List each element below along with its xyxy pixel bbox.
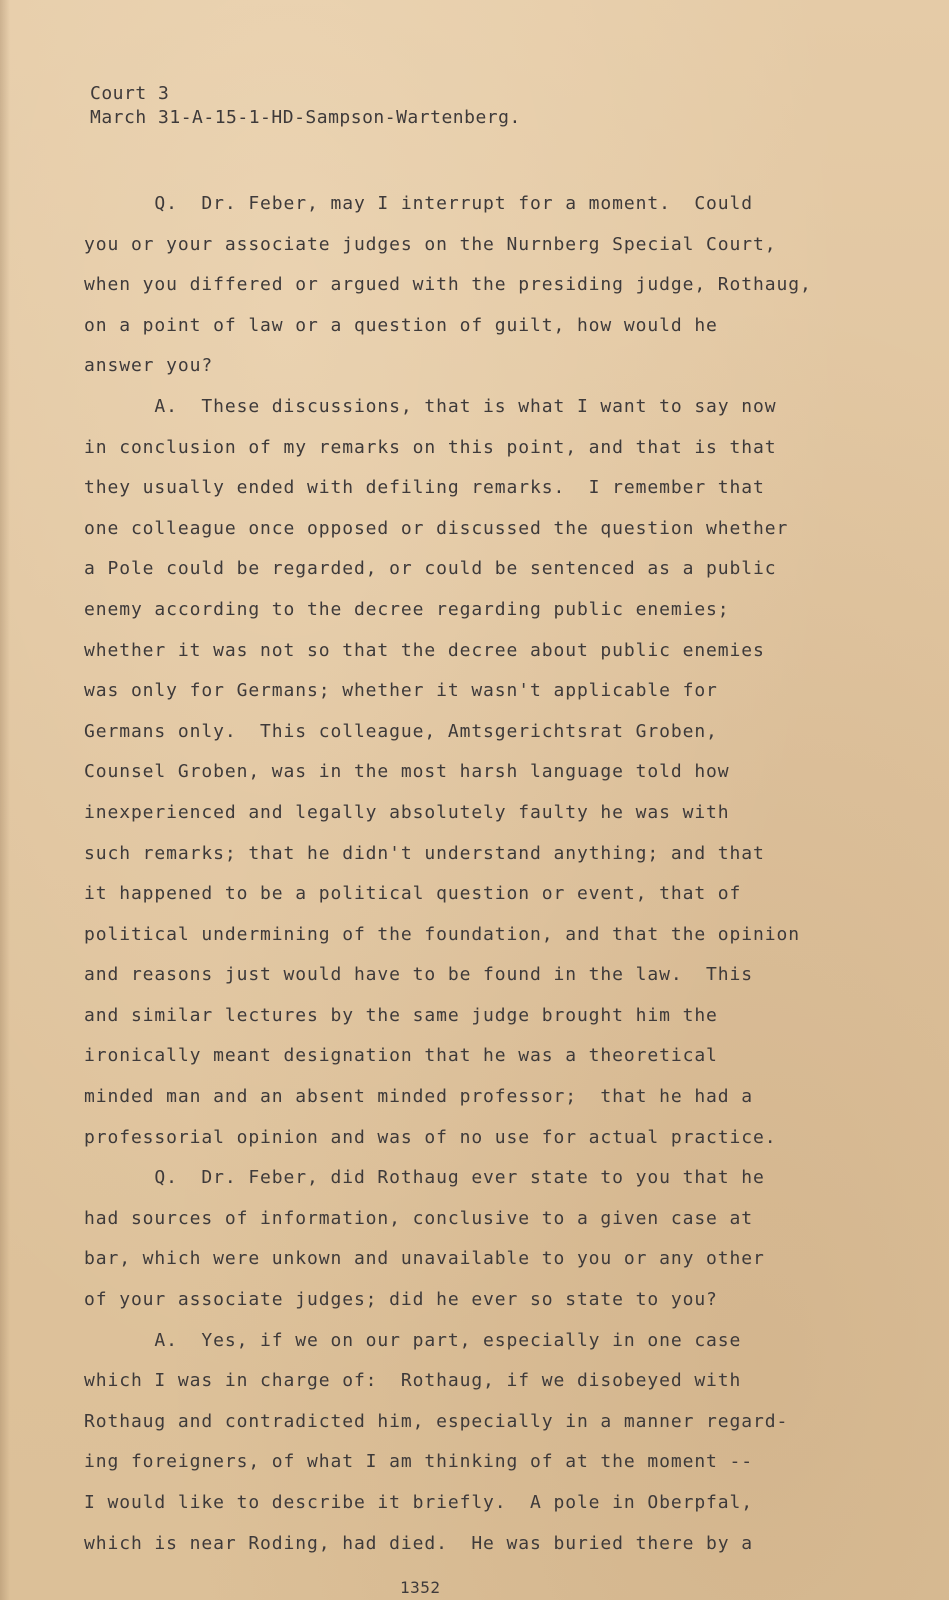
transcript-line: on a point of law or a question of guilt, how would he (84, 314, 718, 336)
transcript-line: and reasons just would have to be found in the law. This (84, 964, 754, 986)
transcript-line: which is near Roding, had died. He was buried there by a (84, 1532, 754, 1554)
transcript-line: political undermining of the foundation, and that the opinion (84, 923, 800, 945)
transcript-line: inexperienced and legally absolutely faulty he was with (84, 801, 730, 823)
transcript-line: in conclusion of my remarks on this point, and that is that (84, 436, 777, 458)
transcript-line: ironically meant designation that he was a theoretical (84, 1045, 718, 1067)
transcript-line: which I was in charge of: Rothaug, if we disobeyed with (84, 1370, 742, 1392)
transcript-line: Counsel Groben, was in the most harsh language told how (84, 761, 730, 783)
transcript-line: when you differed or argued with the presiding judge, Rothaug, (84, 274, 812, 296)
transcript-line: such remarks; that he didn't understand anything; and that (84, 842, 765, 864)
transcript-line: Rothaug and contradicted him, especially in a manner regard- (84, 1410, 789, 1432)
transcript-line: a Pole could be regarded, or could be sentenced as a public (84, 558, 777, 580)
transcript-line: Q. Dr. Feber, may I interrupt for a moment. Could (84, 193, 754, 214)
transcript-line: of your associate judges; did he ever so state to you? (84, 1289, 718, 1311)
session-label: March 31-A-15-1-HD-Sampson-Wartenberg. (90, 107, 521, 128)
transcript-body (84, 184, 844, 1564)
transcript-line: answer you? (84, 355, 214, 377)
transcript-line: minded man and an absent minded professor; that he had a (84, 1086, 754, 1108)
page-number: 1352 (400, 1578, 441, 1597)
transcript-line: and similar lectures by the same judge brought him the (84, 1004, 718, 1026)
transcript-line: you or your associate judges on the Nurnberg Special Court, (84, 233, 777, 255)
transcript-line: they usually ended with defiling remarks. I remember that (84, 477, 765, 499)
transcript-line: professorial opinion and was of no use for actual practice. (84, 1126, 777, 1148)
transcript-line: Q. Dr. Feber, did Rothaug ever state to you that he (84, 1167, 765, 1189)
transcript-line: A. These discussions, that is what I want to say now (84, 395, 777, 417)
transcript-line: it happened to be a political question or event, that of (84, 883, 742, 905)
document-header (90, 82, 521, 130)
page-edge-shadow (0, 0, 10, 1600)
transcript-line: bar, which were unkown and unavailable to you or any other (84, 1248, 765, 1270)
transcript-line: I would like to describe it briefly. A pole in Oberpfal, (84, 1492, 754, 1513)
transcript-line: enemy according to the decree regarding public enemies; (84, 598, 730, 620)
transcript-line: whether it was not so that the decree about public enemies (84, 639, 765, 661)
transcript-line: A. Yes, if we on our part, especially in one case (84, 1329, 742, 1351)
transcript-line: had sources of information, conclusive to a given case at (84, 1207, 754, 1229)
transcript-line: Germans only. This colleague, Amtsgerichtsrat Groben, (84, 720, 718, 742)
transcript-line: one colleague once opposed or discussed the question whether (84, 517, 789, 539)
transcript-line: was only for Germans; whether it wasn't applicable for (84, 680, 718, 702)
court-label: Court 3 (90, 83, 170, 104)
transcript-line: ing foreigners, of what I am thinking of at the moment -- (84, 1451, 754, 1473)
